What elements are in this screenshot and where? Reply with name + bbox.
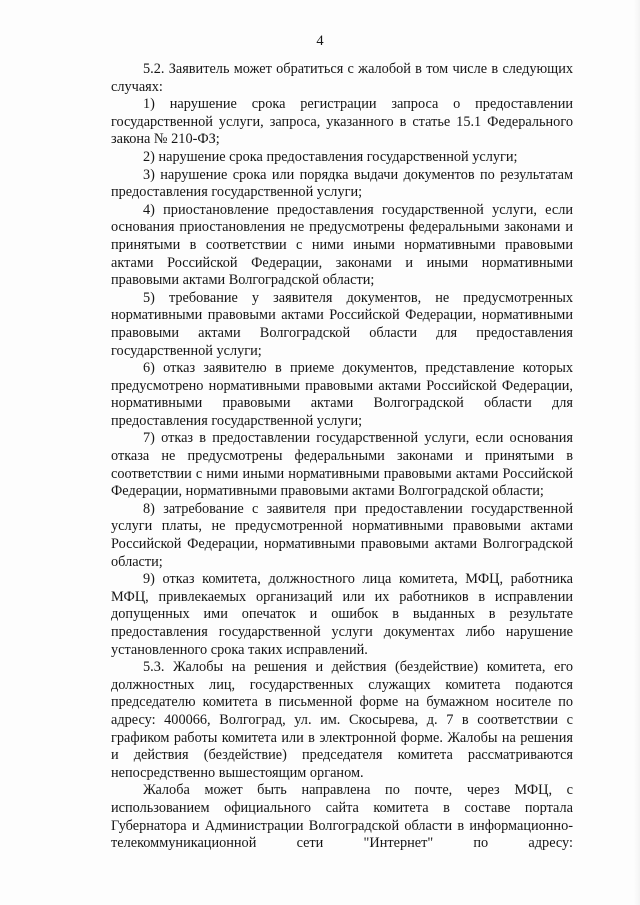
document-body xyxy=(111,61,573,853)
paragraph-5-2-intro: 5.2. Заявитель может обратиться с жалобой в том числе в следующих случаях: xyxy=(111,61,573,95)
list-item-2: 2) нарушение срока предоставления государственной услуги; xyxy=(143,148,518,165)
list-item-6: 6) отказ заявителю в приеме документов, представление которых предусмотрено нормативными правовыми актами Российской Федерации, нормативными правовыми актами Волгоградской области для предоставления государственной услуги; xyxy=(111,360,573,429)
list-item-9: 9) отказ комитета, должностного лица комитета, МФЦ, работника МФЦ, привлекаемых организаций или их работников в исправлении допущенных ими опечаток и ошибок в выданных в результате предоставления государственной услуги документах либо нарушение установленного срока таких исправлений. xyxy=(111,571,573,658)
list-item-3: 3) нарушение срока или порядка выдачи документов по результатам предоставления государственной услуги; xyxy=(111,166,573,201)
list-item-5: 5) требование у заявителя документов, не предусмотренных нормативными правовыми актами Российской Федерации, нормативными правовыми актами Волгоградской области для предоставления государственной услуги; xyxy=(111,289,573,359)
paragraph-5-3: 5.3. Жалобы на решения и действия (бездействие) комитета, его должностных лиц, государственных служащих комитета подаются председателю комитета в письменной форме на бумажном носителе по адресу: 400066, Волгоград, ул. им. Скосырева, д. 7 в соответствии с графиком работы комитета или в электронной форме. Жалобы на решения и действия (бездействие) председателя комитета рассматриваются непосредственно вышестоящим органом. xyxy=(111,659,573,781)
page-number: 4 xyxy=(316,33,324,49)
list-item-8: 8) затребование с заявителя при предоставлении государственной услуги платы, не предусмотренной нормативными правовыми актами Российской Федерации, нормативными правовыми актами Волгоградской области; xyxy=(111,500,573,570)
list-item-4: 4) приостановление предоставления государственной услуги, если основания приостановления не предусмотрены федеральными законами и принятыми в соответствии с ними иными нормативными правовыми актами Российской Федерации, законами и иными нормативными правовыми актами Волгоградской области; xyxy=(111,201,573,289)
list-item-1: 1) нарушение срока регистрации запроса о предоставлении государственной услуги, запроса, указанного в статье 15.1 Федерального закона № 210-ФЗ; xyxy=(111,96,573,148)
list-item-7: 7) отказ в предоставлении государственной услуги, если основания отказа не предусмотрены федеральными законами и принятыми в соответствии с ними иными нормативными правовыми актами Российской Федерации, нормативными правовыми актами Волгоградской области; xyxy=(111,430,573,500)
paragraph-complaint-channels: Жалоба может быть направлена по почте, через МФЦ, с использованием официального сайта комитета в составе портала Губернатора и Администрации Волгоградской области в информационно-телекоммуникационной сети "Интернет" по адресу: xyxy=(111,782,573,852)
page-edge-shadow xyxy=(634,0,640,905)
